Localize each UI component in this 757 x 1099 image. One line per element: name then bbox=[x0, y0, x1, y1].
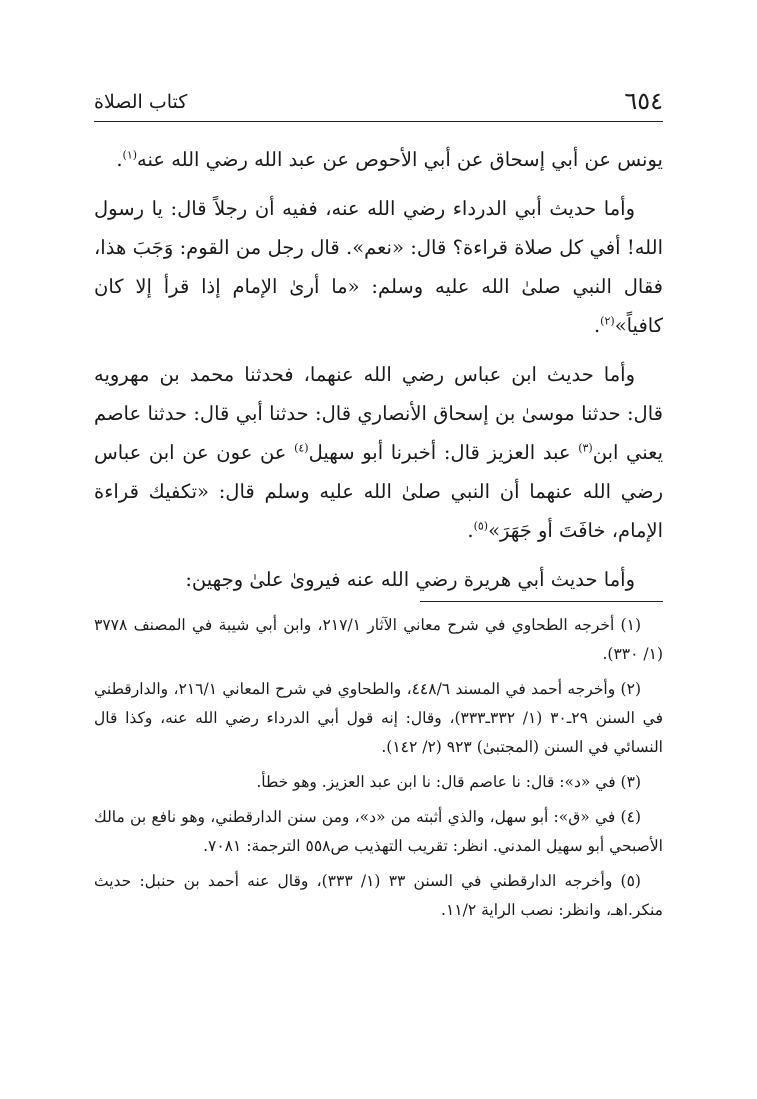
footnote-3: (٣) في «د»: قال: نا عاصم قال: نا ابن عبد العزيز. وهو خطأ. bbox=[256, 773, 641, 791]
page-number: ٦٥٤ bbox=[624, 87, 663, 115]
footnote-1: (١) أخرجه الطحاوي في شرح معاني الآثار ٢١٧/١، وابن أبي شيبة في المصنف ٣٧٧٨ (١/ ٣٣٠). bbox=[94, 616, 663, 663]
footnote-5: (٥) وأخرجه الدارقطني في السنن ٣٣ (١/ ٣٣٣)، وقال عنه أحمد بن حنبل: حديث منكر.اهـ، وانظر: نصب الراية ١١/٢. bbox=[94, 872, 663, 919]
footnote-ref-4: (٤) bbox=[294, 441, 309, 455]
footnote-2: (٢) وأخرجه أحمد في المسند ٤٤٨/٦، والطحاوي في شرح المعاني ٢١٦/١، والدارقطني في السنن ٢٩ـ٣٠ (١/ ٣٣٢ـ٣٣٣)، وقال: إنه قول أبي الدرداء رضي الله عنه، وكذا قال النسائي في السنن (المجتبىٰ) ٩٢٣ (٢/ ١٤٢). bbox=[94, 680, 663, 756]
footnote-ref-3: (٣) bbox=[578, 441, 593, 455]
footnote-4: (٤) في «ق»: أبو سهل، والذي أثبته من «د»، ومن سنن الدارقطني، وهو نافع بن مالك الأصبحي أبو سهيل المدني. انظر: تقريب التهذيب ص٥٥٨ الترجمة: ٧٠٨١. bbox=[94, 808, 663, 855]
footnote-ref-5: (٥) bbox=[473, 519, 489, 533]
main-text bbox=[94, 140, 663, 609]
paragraph-1: يونس عن أبي إسحاق عن أبي الأحوص عن عبد الله رضي الله عنه$^{(١)}$. bbox=[116, 148, 663, 171]
footnotes bbox=[94, 611, 663, 931]
footnote-divider bbox=[420, 601, 663, 602]
page-header bbox=[94, 86, 663, 120]
running-title: كتاب الصلاة bbox=[94, 91, 188, 113]
footnote-ref-1: (١) bbox=[122, 148, 138, 162]
header-divider bbox=[94, 121, 663, 122]
paragraph-2: وأما حديث أبي الدرداء رضي الله عنه، ففيه أن رجلاً قال: يا رسول الله! أفي كل صلاة قراءة؟ قال: «نعم». قال رجل من القوم: وَجَبَ هذا، فقال النبي صلىٰ الله عليه وسلم: «ما أرىٰ الإمام إذا قرأ إلا كان كافياً»$^{(٢)}$. bbox=[94, 197, 663, 337]
paragraph-3: وأما حديث ابن عباس رضي الله عنهما، فحدثنا محمد بن مهرويه قال: حدثنا موسىٰ بن إسحاق الأنصاري قال: حدثنا أبي قال: حدثنا عاصم يعني ابن$^{(٣)}$ عبد العزيز قال: أخبرنا أبو سهيل$^{(٤)}$ عن عون عن ابن عباس رضي الله عنهما أن النبي صلىٰ الله عليه وسلم قال: «تكفيك قراءة الإمام، خافَتَ أو جَهَرَ»$^{(٥)}$. bbox=[94, 363, 664, 542]
footnote-ref-2: (٢) bbox=[600, 314, 615, 328]
paragraph-4: وأما حديث أبي هريرة رضي الله عنه فيروىٰ علىٰ وجهين: bbox=[185, 568, 635, 591]
